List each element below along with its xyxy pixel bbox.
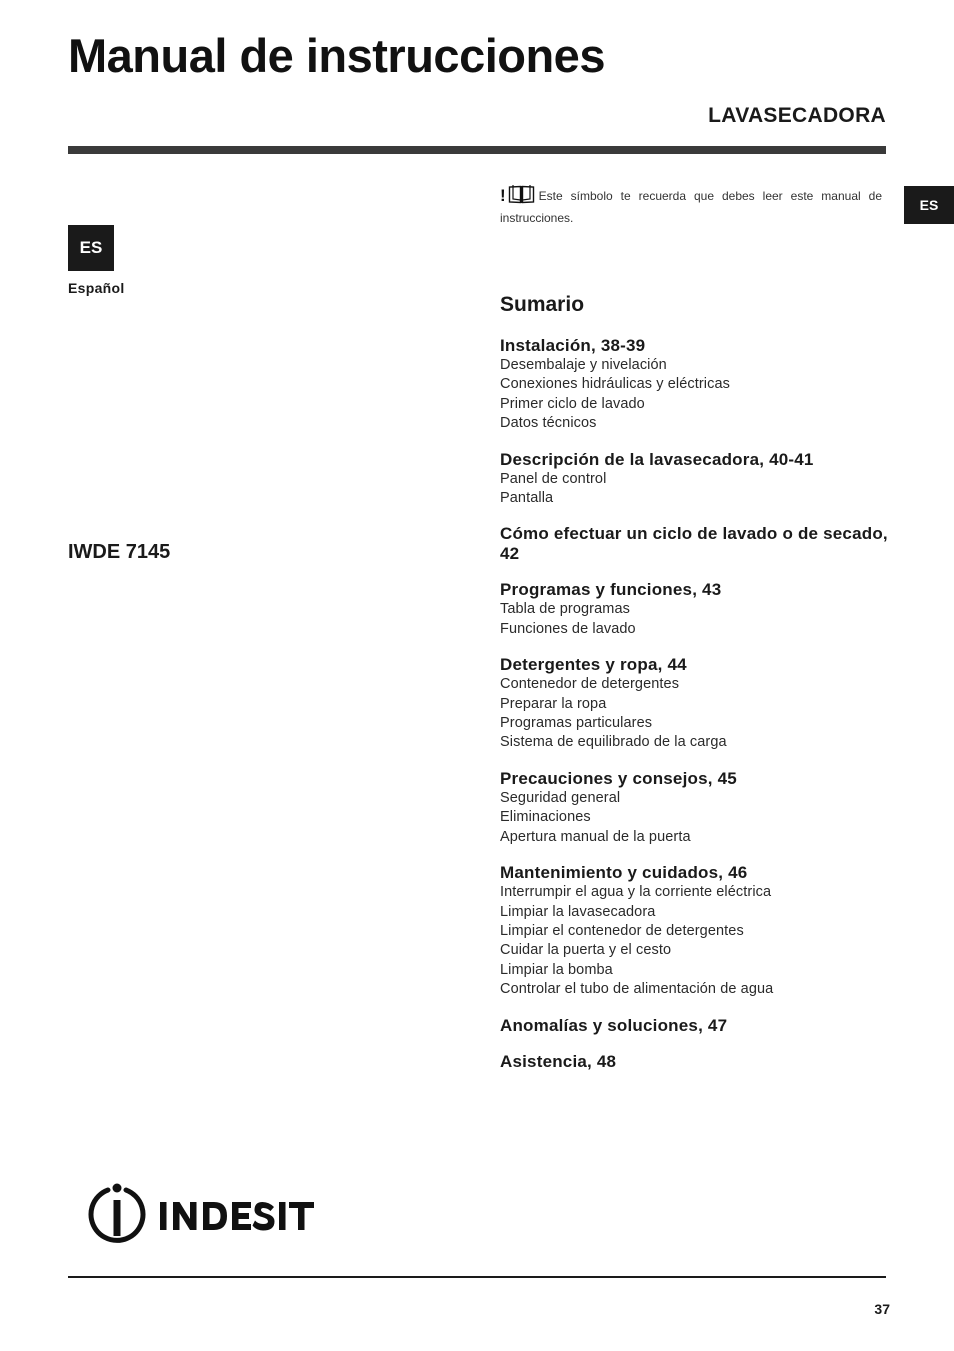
notice-text: Este símbolo te recuerda que debes leer este manual de instrucciones. <box>500 189 882 225</box>
toc-section-title: Detergentes y ropa, 44 <box>500 655 687 675</box>
model-number: IWDE 7145 <box>68 541 171 563</box>
language-name: Español <box>68 280 125 296</box>
toc-subitem: Interrumpir el agua y la corriente eléctrica <box>500 884 772 901</box>
toc-section-title: Anomalías y soluciones, 47 <box>500 1015 728 1035</box>
toc-subitem: Controlar el tubo de alimentación de agua <box>500 981 774 998</box>
footer-rule <box>68 1276 886 1278</box>
toc-section <box>500 1052 890 1072</box>
product-type: LAVASECADORA <box>708 104 886 127</box>
toc-section <box>500 580 890 639</box>
toc-subitem: Desembalaje y nivelación <box>500 357 667 373</box>
toc-subitem: Panel de control <box>500 470 607 487</box>
toc-section-title: Programas y funciones, 43 <box>500 580 722 600</box>
toc-section <box>500 655 890 753</box>
toc-subitem: Limpiar la lavasecadora <box>500 903 656 920</box>
language-badge: ES <box>68 225 114 271</box>
toc-section <box>500 863 890 999</box>
toc-section-title: Asistencia, 48 <box>500 1051 617 1071</box>
toc-subitem: Contenedor de detergentes <box>500 676 680 693</box>
toc-section-title: Mantenimiento y cuidados, 46 <box>500 863 748 883</box>
toc-subitem: Pantalla <box>500 490 554 507</box>
toc-subitem: Eliminaciones <box>500 809 591 826</box>
toc-subitem: Tabla de programas <box>500 601 630 618</box>
notice-mark: ! <box>500 186 506 205</box>
summary-title: Sumario <box>500 293 585 316</box>
toc-section <box>500 336 890 434</box>
toc-section <box>500 450 890 509</box>
page-title: Manual de instrucciones <box>68 29 605 82</box>
toc-subitem: Primer ciclo de lavado <box>500 395 645 412</box>
language-side-tab: ES <box>904 186 954 224</box>
toc-subitem: Programas particulares <box>500 715 653 732</box>
toc-section-title: Cómo efectuar un ciclo de lavado o de secado, 42 <box>500 524 888 564</box>
toc-subitem: Apertura manual de la puerta <box>500 828 691 845</box>
table-of-contents <box>500 336 890 1088</box>
toc-section-title: Instalación, 38-39 <box>500 336 646 355</box>
toc-subitem: Limpiar el contenedor de detergentes <box>500 922 744 939</box>
page-number: 37 <box>874 1301 890 1317</box>
toc-subitem: Sistema de equilibrado de la carga <box>500 734 727 751</box>
header-rule <box>68 146 886 154</box>
toc-subitem: Datos técnicos <box>500 415 597 432</box>
toc-subitem: Conexiones hidráulicas y eléctricas <box>500 376 730 393</box>
toc-subitem: Limpiar la bomba <box>500 961 613 978</box>
toc-section-title: Descripción de la lavasecadora, 40-41 <box>500 449 814 469</box>
toc-section-title: Precauciones y consejos, 45 <box>500 768 737 788</box>
toc-section <box>500 769 890 847</box>
manual-notice <box>500 184 882 229</box>
toc-subitem: Preparar la ropa <box>500 695 607 712</box>
toc-subitem: Cuidar la puerta y el cesto <box>500 942 672 959</box>
indesit-logo <box>86 1182 318 1251</box>
open-book-icon <box>508 184 535 204</box>
toc-section <box>500 1016 890 1036</box>
toc-subitem: Funciones de lavado <box>500 620 636 637</box>
toc-section <box>500 524 890 564</box>
toc-subitem: Seguridad general <box>500 789 621 806</box>
